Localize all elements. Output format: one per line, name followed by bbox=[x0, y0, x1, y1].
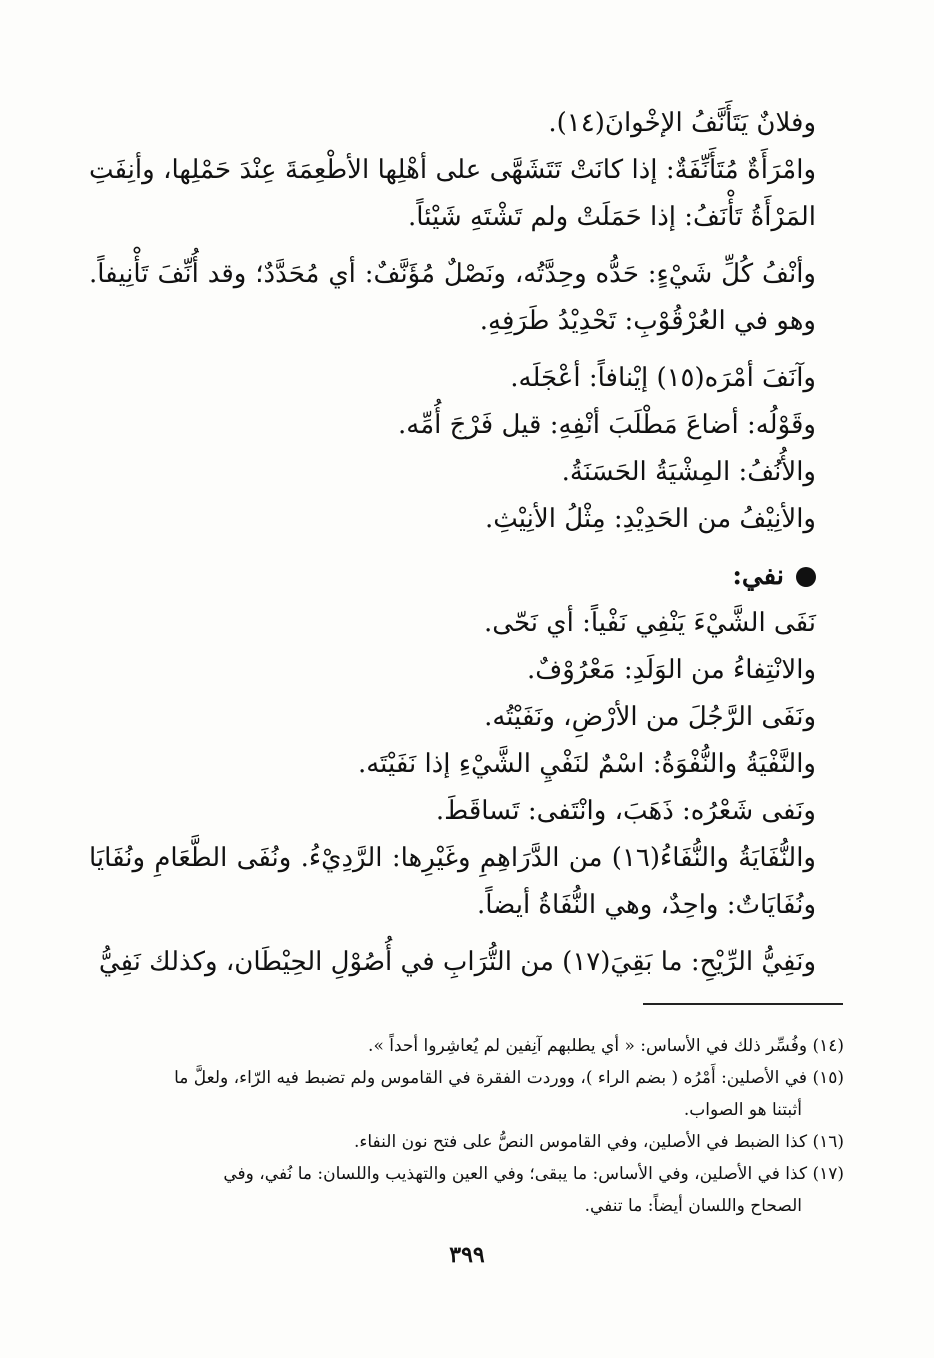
entry-heading bbox=[89, 553, 844, 600]
paragraph: نَفَى الشَّيْءَ يَنْفِي نَفْياً: أي نَحّى. bbox=[484, 608, 816, 638]
footnote-text: (١٧) كذا في الأصلين، وفي الأساس: ما يبقى؛ وفي العين والتهذيب واللسان: ما نُفي، وفي bbox=[223, 1164, 844, 1184]
footnote bbox=[89, 1126, 844, 1158]
paragraph: وأنْفُ كُلِّ شَيْءٍ: حَدُّه وحِدَّتُه، ونَصْلٌ مُؤَنَّفٌ: أي مُحَدَّدٌ؛ وقد أُنِّفَ تَأْنِيفاً. وهو في العُرْقُوْبِ: تَحْدِيْدُ طَرَفِهِ. bbox=[89, 259, 816, 336]
footnote bbox=[89, 1158, 844, 1222]
paragraph: والأنِيْفُ من الحَدِيْدِ: مِثْلُ الأنِيْثِ. bbox=[485, 504, 816, 534]
paragraph: والأُنُفُ: المِشْيَةُ الحَسَنَةُ. bbox=[561, 457, 816, 487]
paragraph: والنُّفَايَةُ والنُّفَاءُ(١٦) من الدَّرَاهِمِ وغَيْرِها: الرَّدِيْءُ. ونُفَى الطَّعَامِ ونُفَايَا ونُفَايَاتٌ: واحِدٌ، وهي النُّفَاةُ أيضاً. bbox=[89, 843, 816, 920]
paragraph: وقَوْلُه: أضاعَ مَطْلَبَ أنْفِهِ: قيل فَرْجَ أُمِّه. bbox=[398, 410, 816, 440]
footnote-text: (١٦) كذا الضبط في الأصلين، وفي القاموس النصُّ على فتح نون النفاء. bbox=[353, 1132, 844, 1152]
footnote-text: (١٤) وفُسِّر ذلك في الأساس: « أي يطلبهم آنِفين لم يُعاشِروا أحداً ». bbox=[368, 1036, 844, 1056]
footnote bbox=[89, 1030, 844, 1062]
paragraph: وفلانٌ يَتَأَنَّفُ الإخْوانَ(١٤). bbox=[548, 108, 816, 138]
paragraph: وآنَفَ أمْرَه(١٥) إيْنافاً: أعْجَلَه. bbox=[510, 363, 816, 393]
footnotes bbox=[89, 1030, 844, 1222]
footnote-divider bbox=[643, 1003, 843, 1005]
main-text bbox=[89, 100, 844, 986]
bullet-icon bbox=[796, 567, 816, 587]
paragraph: وامْرَأَةٌ مُتَأَنِّفَةٌ: إذا كانَتْ تَتَشَهَّى على أهْلِها الأطْعِمَةَ عِنْدَ حَمْلِها، وأنِفَتِ المَرْأَةُ تَأْنَفُ: إذا حَمَلَتْ ولم تَشْتَهِ شَيْئاً. bbox=[89, 155, 816, 232]
paragraph: ونَفَى الرَّجُلَ من الأرْضِ، ونَفَيْتُه. bbox=[484, 702, 816, 732]
paragraph: ونَفى شَعْرُه: ذَهَبَ، وانْتَفى: تَساقَطَ. bbox=[435, 796, 816, 826]
footnote-continuation: الصحاح واللسان أيضاً: ما تنفي. bbox=[584, 1196, 802, 1216]
page-number: ٣٩٩ bbox=[449, 1242, 485, 1268]
footnote-continuation: أثبتنا هو الصواب. bbox=[683, 1100, 802, 1120]
paragraph: والنَّفْيَةُ والنُّفْوَةُ: اسْمٌ لنَفْيِ الشَّيْءِ إذا نَفَيْتَه. bbox=[357, 749, 816, 779]
footnote bbox=[89, 1062, 844, 1126]
entry-heading-label: نفي: bbox=[732, 561, 784, 591]
paragraph: ونَفِيُّ الرِّيْحِ: ما بَقِيَ(١٧) من التُّرَابِ في أُصُوْلِ الحِيْطَان، وكذلك نَفِيُّ bbox=[98, 947, 816, 977]
paragraph: والانْتِفاءُ من الوَلَدِ: مَعْرُوْفٌ. bbox=[527, 655, 816, 685]
footnote-text: (١٥) في الأصلين: أَمْرُه ( بضم الراء )، ووردت الفقرة في القاموس ولم تضبط فيه الرّاء، ولعلَّ ما bbox=[174, 1068, 844, 1088]
